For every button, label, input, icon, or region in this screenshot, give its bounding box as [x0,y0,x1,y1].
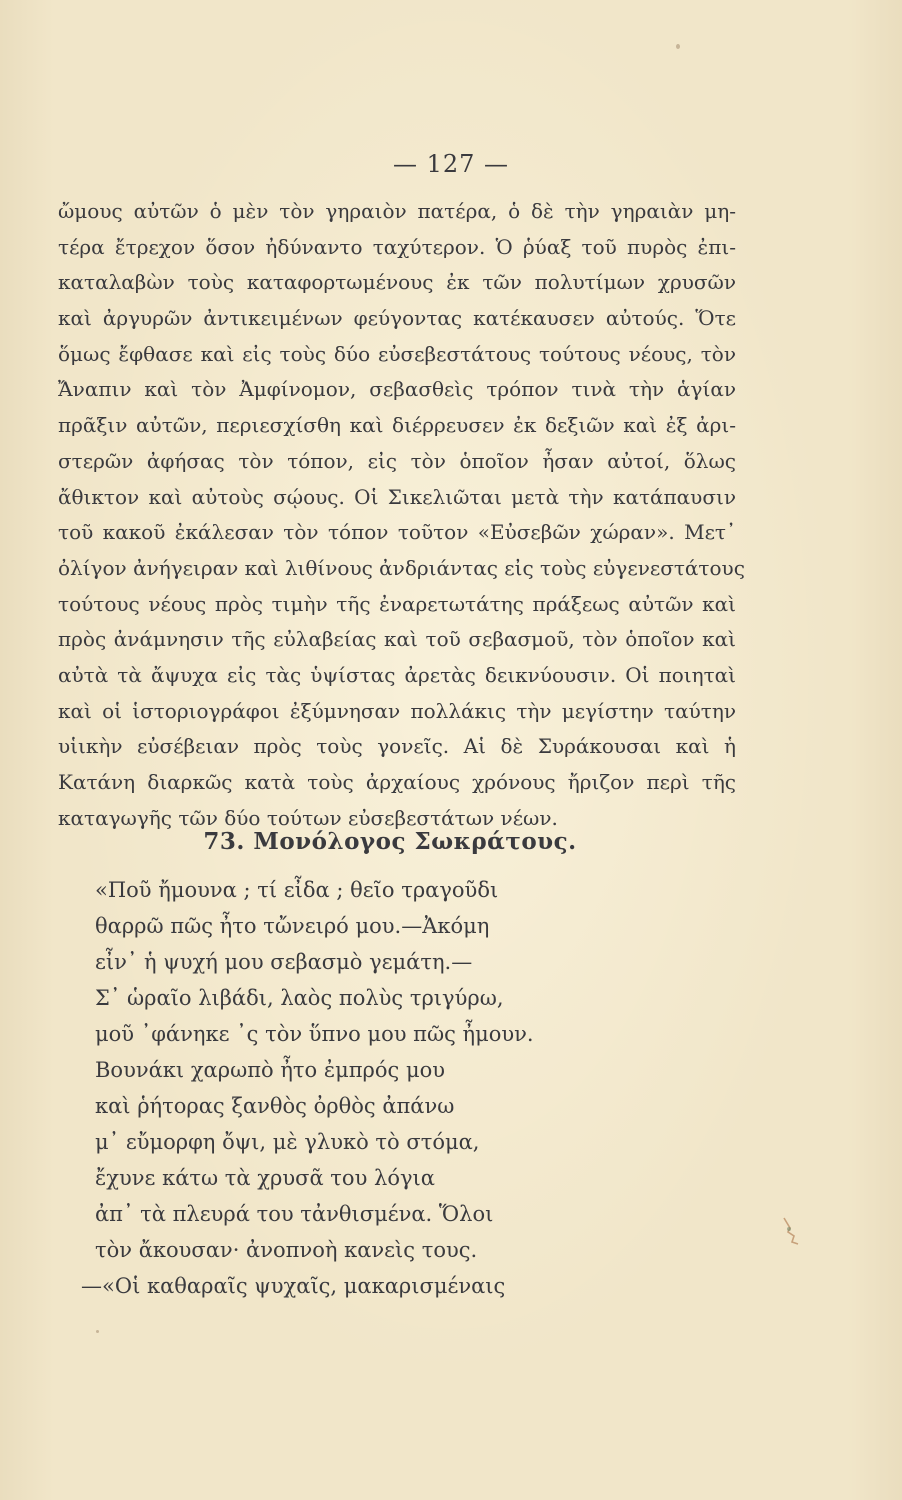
prose-line: ὀλίγον ἀνήγειραν καὶ λιθίνους ἀνδριάντας εἰς τοὺς εὐγενεστάτους [58,555,745,580]
poem-line: «Ποῦ ἤμουνα ; τί εἶδα ; θεῖο τραγοῦδι [95,878,499,902]
poem-line: Βουνάκι χαρωπὸ ἦτο ἐμπρός μου [95,1058,446,1082]
prose-line: καταγωγῆς τῶν δύο τούτων εὐσεβεστάτων νέων. [58,805,558,830]
poem-line: τὸν ἄκουσαν· ἀνοπνοὴ κανεὶς τους. [95,1238,478,1262]
prose-line: πρὸς ἀνάμνησιν τῆς εὐλαβείας καὶ τοῦ σεβασμοῦ, τὸν ὁποῖον καὶ [58,627,736,652]
prose-line: ὅμως ἔφθασε καὶ εἰς τοὺς δύο εὐσεβεστάτους τούτους νέους, τὸν [58,341,736,366]
poem-line: —«Οἱ καθαραῖς ψυχαῖς, μακαρισμέναις [81,1274,506,1298]
prose-line: αὐτὰ τὰ ἄψυχα εἰς τὰς ὑψίστας ἀρετὰς δεικνύουσιν. Οἱ ποιηταὶ [58,662,736,687]
prose-line: πρᾶξιν αὐτῶν, περιεσχίσθη καὶ διέρρευσεν ἐκ δεξιῶν καὶ ἐξ ἀρι- [58,413,736,438]
ink-stain-mark [780,1216,802,1246]
prose-line: Κατάνη διαρκῶς κατὰ τοὺς ἀρχαίους χρόνους ἤριζον περὶ τῆς [58,770,736,794]
poem-line: ἔχυνε κάτω τὰ χρυσᾶ του λόγια [95,1166,435,1190]
prose-line: τούτους νέους πρὸς τιμὴν τῆς ἐναρετωτάτης πράξεως αὐτῶν καὶ [58,591,736,616]
poem [81,872,655,1304]
prose-line: τέρα ἔτρεχον ὅσον ἠδύναντο ταχύτερον. Ὁ ῥύαξ τοῦ πυρὸς ἐπι- [58,234,736,259]
prose-line: τοῦ κακοῦ ἐκάλεσαν τὸν τόπον τοῦτον «Εὐσεβῶν χώραν». Μετ᾽ [58,520,736,545]
poem-line: Σ᾽ ὡραῖο λιβάδι, λαὸς πολὺς τριγύρω, [95,986,504,1010]
prose-line: στερῶν ἀφήσας τὸν τόπον, εἰς τὸν ὁποῖον ἦσαν αὐτοί, ὅλως [58,448,736,473]
section-heading: 73. Μονόλογος Σωκράτους. [203,828,577,855]
prose-line: καὶ ἀργυρῶν ἀντικειμένων φεύγοντας κατέκαυσεν αὐτούς. Ὅτε [58,306,736,331]
prose-line: υἱικὴν εὐσέβειαν πρὸς τοὺς γονεῖς. Αἱ δὲ Συράκουσαι καὶ ἡ [58,734,736,759]
poem-line: εἶν᾽ ἡ ψυχή μου σεβασμὸ γεμάτη.— [95,950,473,974]
paper-speck [676,44,680,49]
prose-line: καὶ οἱ ἱστοριογράφοι ἐξύμνησαν πολλάκις τὴν μεγίστην ταύτην [58,698,736,723]
poem-line: μοῦ ᾽φάνηκε ᾽ς τὸν ὕπνο μου πῶς ἦμουν. [95,1022,534,1046]
prose-line: Ἄναπιν καὶ τὸν Ἀμφίνομον, σεβασθεὶς τρόπον τινὰ τὴν ἁγίαν [58,377,736,402]
prose-line: ἄθικτον καὶ αὐτοὺς σῴους. Οἱ Σικελιῶται μετὰ τὴν κατάπαυσιν [58,484,736,509]
poem-line: ἀπ᾽ τὰ πλευρά του τἀνθισμένα. Ὅλοι [95,1202,494,1226]
prose-line: καταλαβὼν τοὺς καταφορτωμένους ἐκ τῶν πολυτίμων χρυσῶν [58,270,736,295]
paper-speck [96,1330,99,1333]
poem-line: καὶ ῥήτορας ξανθὸς ὀρθὸς ἀπάνω [95,1094,455,1118]
prose-line: ὤμους αὐτῶν ὁ μὲν τὸν γηραιὸν πατέρα, ὁ δὲ τὴν γηραιὰν μη- [58,199,736,223]
paper-speck [300,1282,303,1285]
prose-paragraph [58,194,745,836]
poem-line: μ᾽ εὔμορφη ὄψι, μὲ γλυκὸ τὸ στόμα, [95,1130,480,1154]
poem-line: θαρρῶ πῶς ἦτο τὤνειρό μου.—Ἀκόμη [95,914,490,938]
page-number: — 127 — [392,150,510,178]
